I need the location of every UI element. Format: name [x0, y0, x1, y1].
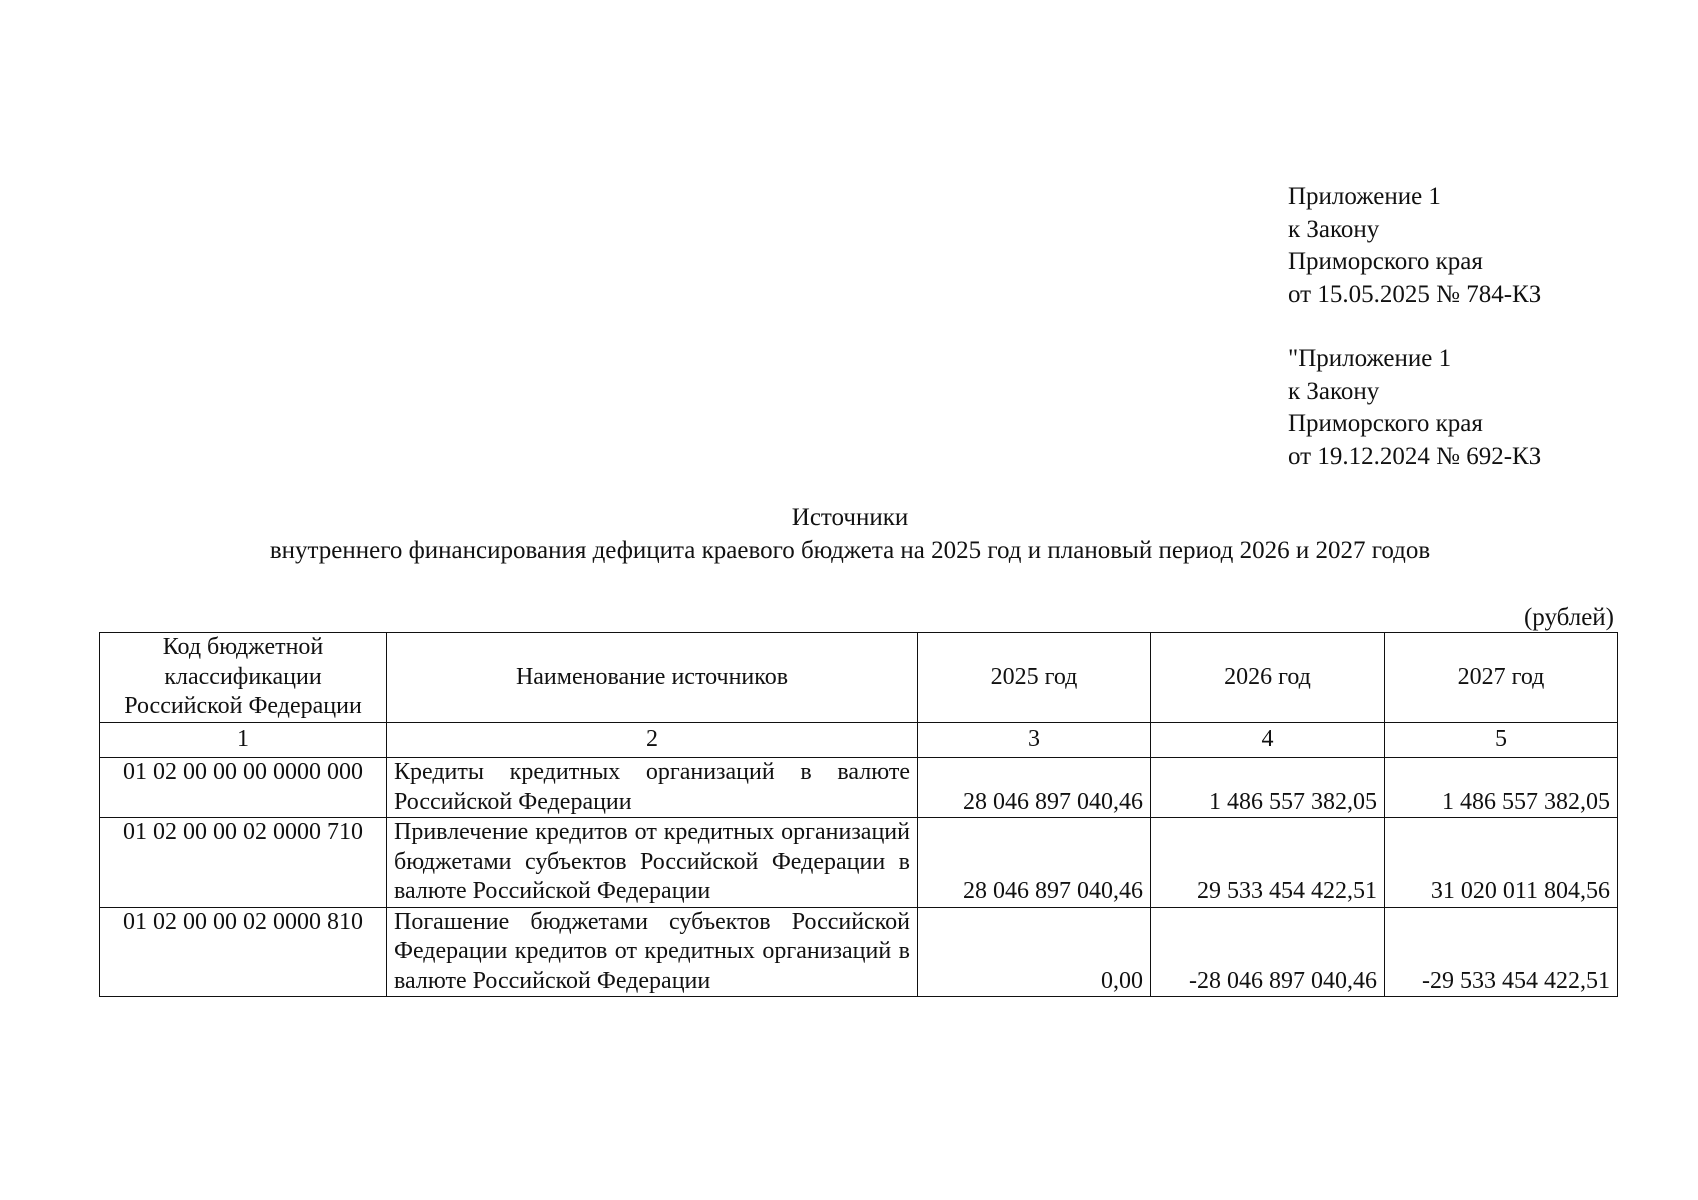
row-value-2026: 1 486 557 382,05: [1151, 758, 1385, 818]
row-code: 01 02 00 00 02 0000 810: [100, 907, 387, 997]
units-label: (рублей): [1523, 604, 1614, 631]
row-value-2025: 28 046 897 040,46: [918, 758, 1151, 818]
row-code: 01 02 00 00 00 0000 000: [100, 758, 387, 818]
column-number-row: [100, 723, 1618, 758]
row-value-2026: 29 533 454 422,51: [1151, 818, 1385, 908]
row-code: 01 02 00 00 02 0000 710: [100, 818, 387, 908]
row-value-2025: 28 046 897 040,46: [918, 818, 1151, 908]
annex-current-line-3: Приморского края: [1288, 248, 1483, 275]
row-value-2025: 0,00: [918, 907, 1151, 997]
document-title: Источники: [791, 504, 909, 531]
column-number: 5: [1385, 723, 1618, 758]
table-row: [100, 907, 1618, 997]
header-2027: 2027 год: [1385, 633, 1618, 723]
annex-current-line-4: от 15.05.2025 № 784-КЗ: [1288, 280, 1542, 308]
header-code-line-1: Код бюджетной: [162, 634, 324, 661]
row-value-2027: 1 486 557 382,05: [1385, 758, 1618, 818]
table-row: [100, 818, 1618, 908]
document-subtitle: внутреннего финансирования дефицита краевого бюджета на 2025 год и плановый период 2026 и 2027 годов: [269, 537, 1431, 564]
annex-original-line-3: Приморского края: [1288, 410, 1483, 437]
header-code-line-3: Российской Федерации: [124, 693, 362, 720]
column-number: 3: [918, 723, 1151, 758]
row-value-2026: -28 046 897 040,46: [1151, 907, 1385, 997]
row-name: Кредиты кредитных организаций в валюте Российской Федерации: [387, 758, 918, 818]
table-header-row: [100, 633, 1618, 723]
table-row: [100, 758, 1618, 818]
financing-sources-table: [99, 632, 1618, 997]
annex-original-line-4: от 19.12.2024 № 692-КЗ: [1288, 442, 1542, 470]
header-code: [100, 633, 387, 723]
row-name: Погашение бюджетами субъектов Российской Федерации кредитов от кредитных организаций в валюте Российской Федерации: [387, 907, 918, 997]
row-value-2027: 31 020 011 804,56: [1385, 818, 1618, 908]
row-name: Привлечение кредитов от кредитных организаций бюджетами субъектов Российской Федерации в валюте Российской Федерации: [387, 818, 918, 908]
annex-original-line-2: к Закону: [1288, 377, 1380, 405]
header-2026: 2026 год: [1151, 633, 1385, 723]
annex-original-line-1: "Приложение 1: [1288, 345, 1452, 372]
annex-original-reference: [1288, 343, 1541, 473]
header-code-line-2: классификации: [164, 663, 322, 690]
column-number: 2: [387, 723, 918, 758]
header-name: Наименование источников: [387, 633, 918, 723]
header-2025: 2025 год: [918, 633, 1151, 723]
column-number: 1: [100, 723, 387, 758]
row-value-2027: -29 533 454 422,51: [1385, 907, 1618, 997]
column-number: 4: [1151, 723, 1385, 758]
annex-current-reference: [1288, 181, 1541, 311]
annex-current-line-1: Приложение 1: [1288, 183, 1441, 210]
annex-current-line-2: к Закону: [1288, 215, 1380, 243]
